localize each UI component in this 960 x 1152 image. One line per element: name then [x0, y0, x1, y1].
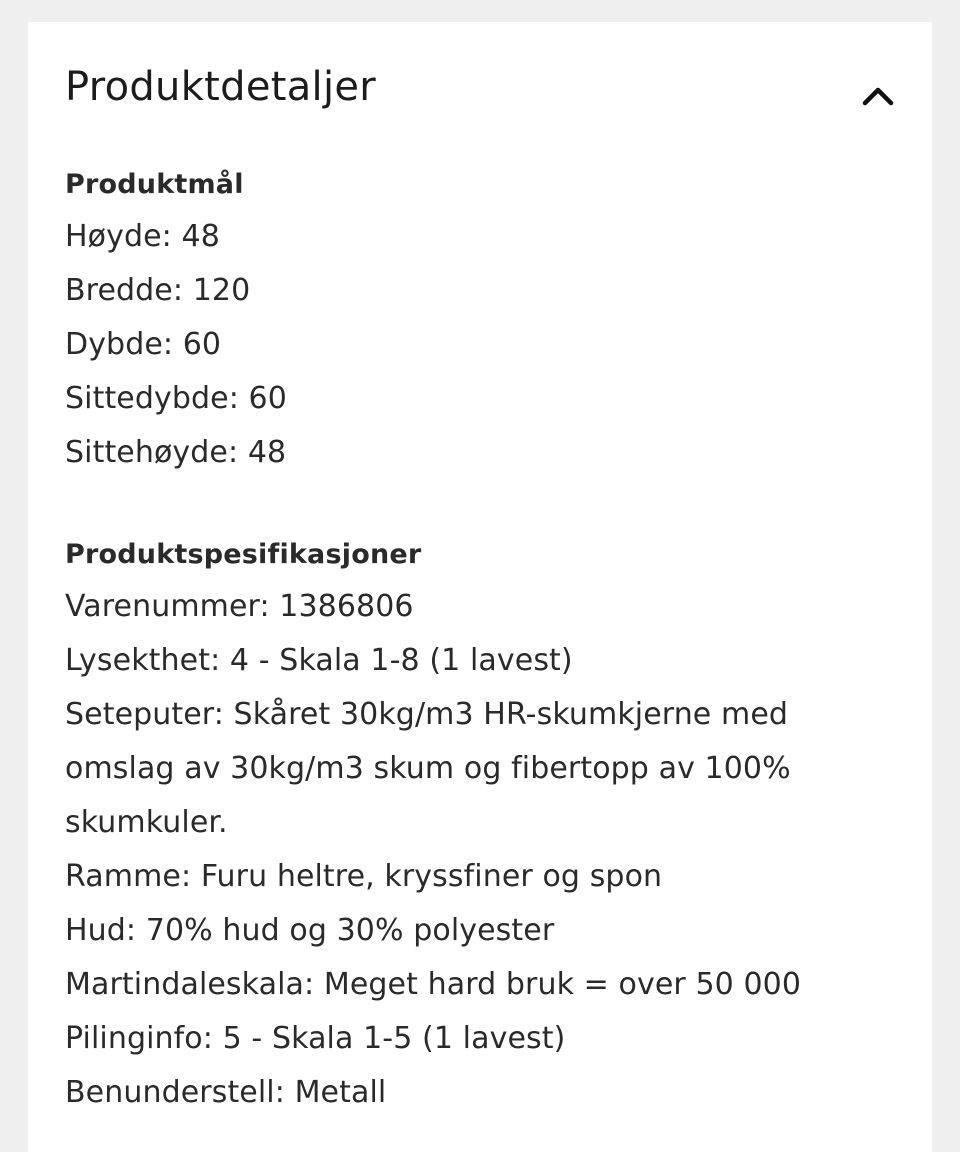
dimensions-section [65, 160, 905, 480]
section-spacer [65, 480, 905, 530]
spec-item-leather: Hud: 70% hud og 30% polyester [65, 913, 555, 948]
product-details-card [28, 22, 932, 1152]
spec-item-seat-cushions: Seteputer: Skåret 30kg/m3 HR-skumkjerne med omslag av 30kg/m3 skum og fibertopp av 100% skumkuler. [65, 697, 791, 840]
specifications-heading: Produktspesifikasjoner [65, 539, 422, 570]
dimension-item-height: Høyde: 48 [65, 219, 220, 254]
spec-item-legs: Benunderstell: Metall [65, 1075, 387, 1110]
accordion-content [65, 160, 905, 1120]
spec-item-pilling: Pilinginfo: 5 - Skala 1-5 (1 lavest) [65, 1021, 566, 1056]
spec-item-lightfastness: Lysekthet: 4 - Skala 1-8 (1 lavest) [65, 643, 573, 678]
spec-item-item-number: Varenummer: 1386806 [65, 589, 414, 624]
dimensions-heading: Produktmål [65, 169, 244, 200]
accordion-toggle-button[interactable] [854, 76, 902, 116]
dimension-item-depth: Dybde: 60 [65, 327, 222, 362]
specifications-section [65, 530, 905, 1120]
dimension-item-seat-depth: Sittedybde: 60 [65, 381, 287, 416]
spec-item-martindale: Martindaleskala: Meget hard bruk = over 50 000 [65, 967, 802, 1002]
spec-item-frame: Ramme: Furu heltre, kryssfiner og spon [65, 859, 663, 894]
accordion-header[interactable] [28, 22, 932, 154]
dimension-item-width: Bredde: 120 [65, 273, 251, 308]
accordion-title: Produktdetaljer [65, 64, 377, 110]
chevron-up-icon [860, 84, 896, 108]
dimension-item-seat-height: Sittehøyde: 48 [65, 435, 287, 470]
